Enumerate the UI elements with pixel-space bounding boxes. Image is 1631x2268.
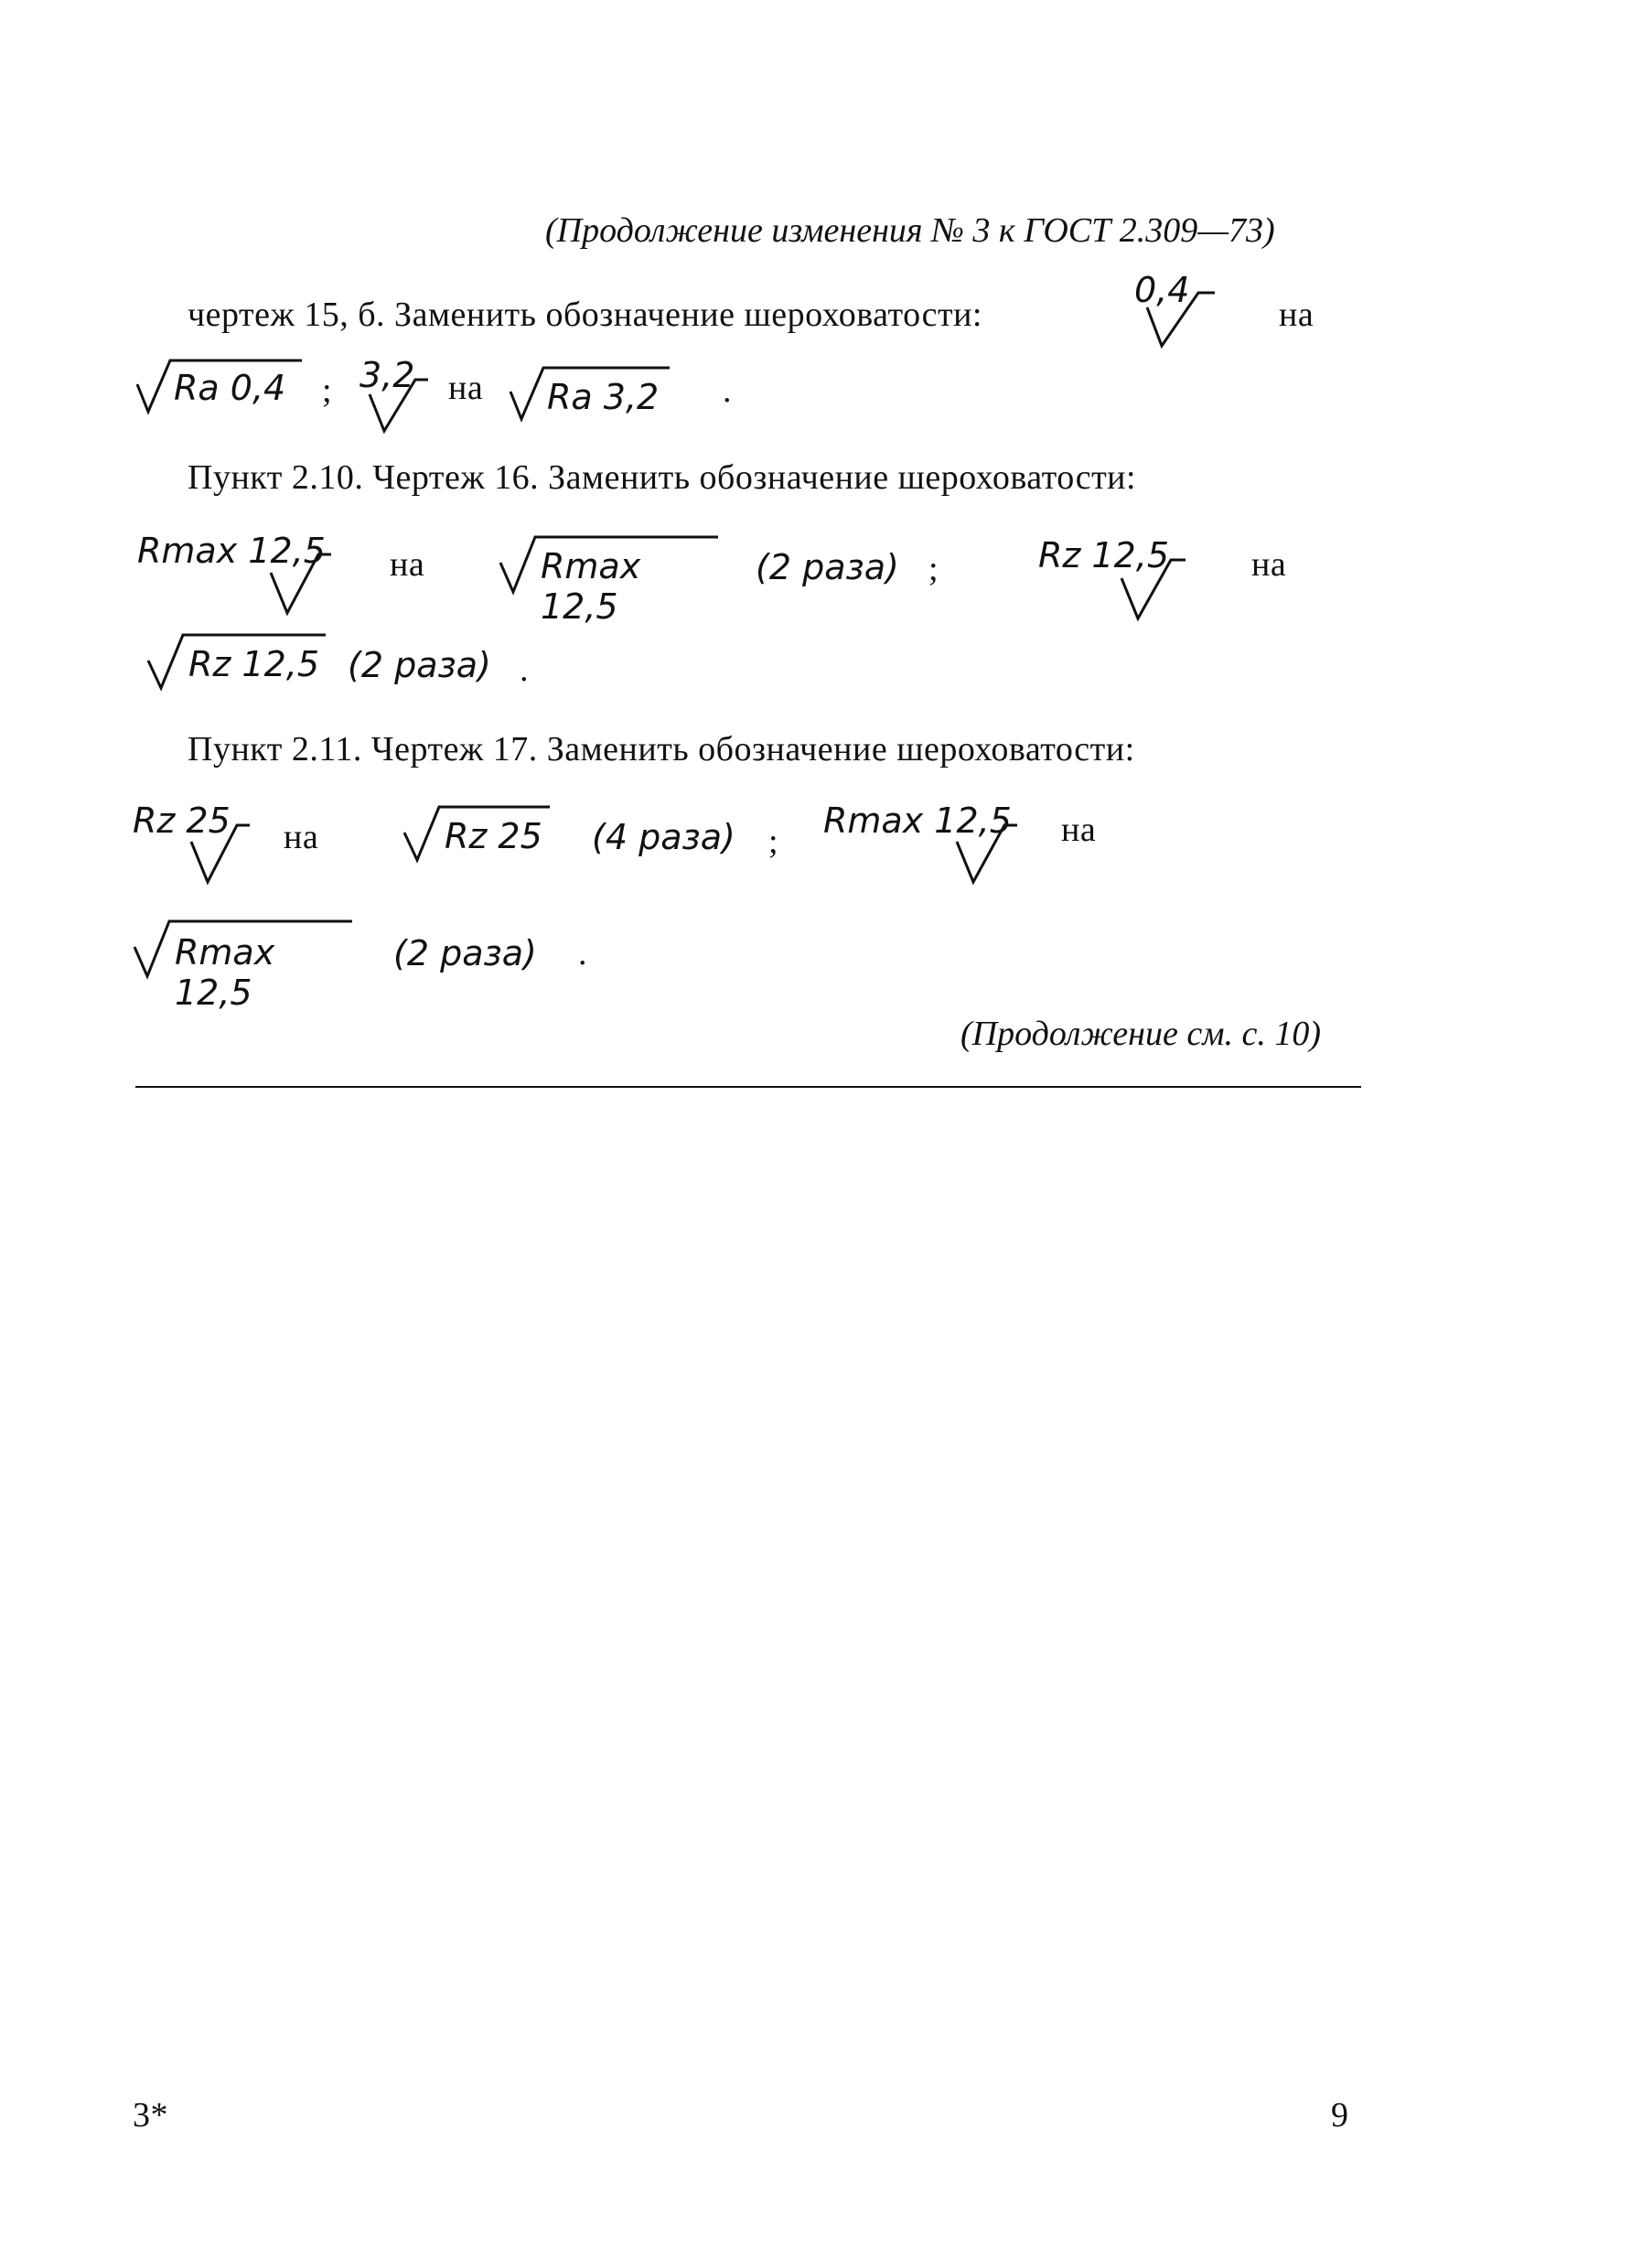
- roughness-new-symbol-ra-3-2: [509, 366, 673, 423]
- roughness-check-mark: [1142, 293, 1224, 357]
- word-na: на: [1279, 296, 1314, 334]
- roughness-check-mark: [267, 554, 333, 618]
- roughness-old-symbol-rmax-12-5: Rmax 12,5: [823, 801, 1012, 841]
- roughness-new-symbol-rmax-12-5: [499, 535, 723, 627]
- word-na: на: [1061, 811, 1097, 849]
- roughness-check-mark: [1118, 560, 1191, 624]
- roughness-new-symbol-rz-12-5: [146, 633, 329, 692]
- period: .: [520, 650, 529, 689]
- page-number: 9: [1331, 2096, 1349, 2134]
- footer-sheet-mark: 3*: [133, 2096, 168, 2134]
- paragraph-2-11-lead: Пункт 2.11. Чертеж 17. Заменить обозначение шероховатости:: [188, 730, 1135, 769]
- roughness-old-symbol-3-2: 3,2: [359, 355, 415, 395]
- roughness-new-symbol-rmax-12-5: [133, 919, 357, 1013]
- roughness-old-symbol-rmax-12-5: Rmax 12,5: [137, 531, 326, 571]
- period: .: [578, 934, 587, 973]
- text-line1-lead: чертеж 15, б. Заменить обозначение шероховатости:: [188, 296, 982, 334]
- continuation-note: (Продолжение см. с. 10): [960, 1015, 1322, 1053]
- symbol-label: Ra 3,2: [547, 377, 660, 417]
- word-na: на: [284, 818, 319, 856]
- symbol-label: Ra 0,4: [174, 368, 286, 408]
- paragraph-2-10-lead: Пункт 2.10. Чертеж 16. Заменить обозначение шероховатости:: [188, 458, 1137, 497]
- roughness-old-symbol-rz-12-5: Rz 12,5: [1038, 535, 1170, 575]
- period: .: [723, 371, 732, 410]
- roughness-check-mark: [953, 825, 1019, 889]
- roughness-old-symbol-0-4: 0,4: [1134, 270, 1190, 310]
- symbol-label: Rmax 12,5: [541, 546, 641, 627]
- roughness-old-symbol-rz-25: Rz 25: [133, 801, 231, 841]
- word-na: на: [390, 545, 425, 584]
- separator-semicolon: ;: [322, 371, 333, 410]
- separator-semicolon: ;: [928, 550, 939, 588]
- roughness-check-mark: [364, 380, 437, 436]
- roughness-new-symbol-rz-25: [402, 805, 553, 864]
- symbol-label: Rz 12,5: [188, 644, 320, 684]
- word-na: на: [448, 369, 484, 407]
- separator-semicolon: ;: [768, 822, 779, 861]
- count-label: (2 раза): [756, 547, 899, 587]
- roughness-new-symbol-ra-0-4: [135, 359, 305, 415]
- count-label: (4 раза): [592, 817, 735, 857]
- symbol-label: Rz 25: [445, 816, 542, 856]
- page-header: (Продолжение изменения № 3 к ГОСТ 2.309—73): [545, 211, 1275, 250]
- word-na: на: [1251, 545, 1287, 584]
- count-label: (2 раза): [348, 645, 491, 685]
- roughness-check-mark: [188, 825, 252, 889]
- horizontal-rule: [135, 1086, 1361, 1088]
- count-label: (2 раза): [393, 933, 537, 973]
- symbol-label: Rmax 12,5: [175, 932, 275, 1013]
